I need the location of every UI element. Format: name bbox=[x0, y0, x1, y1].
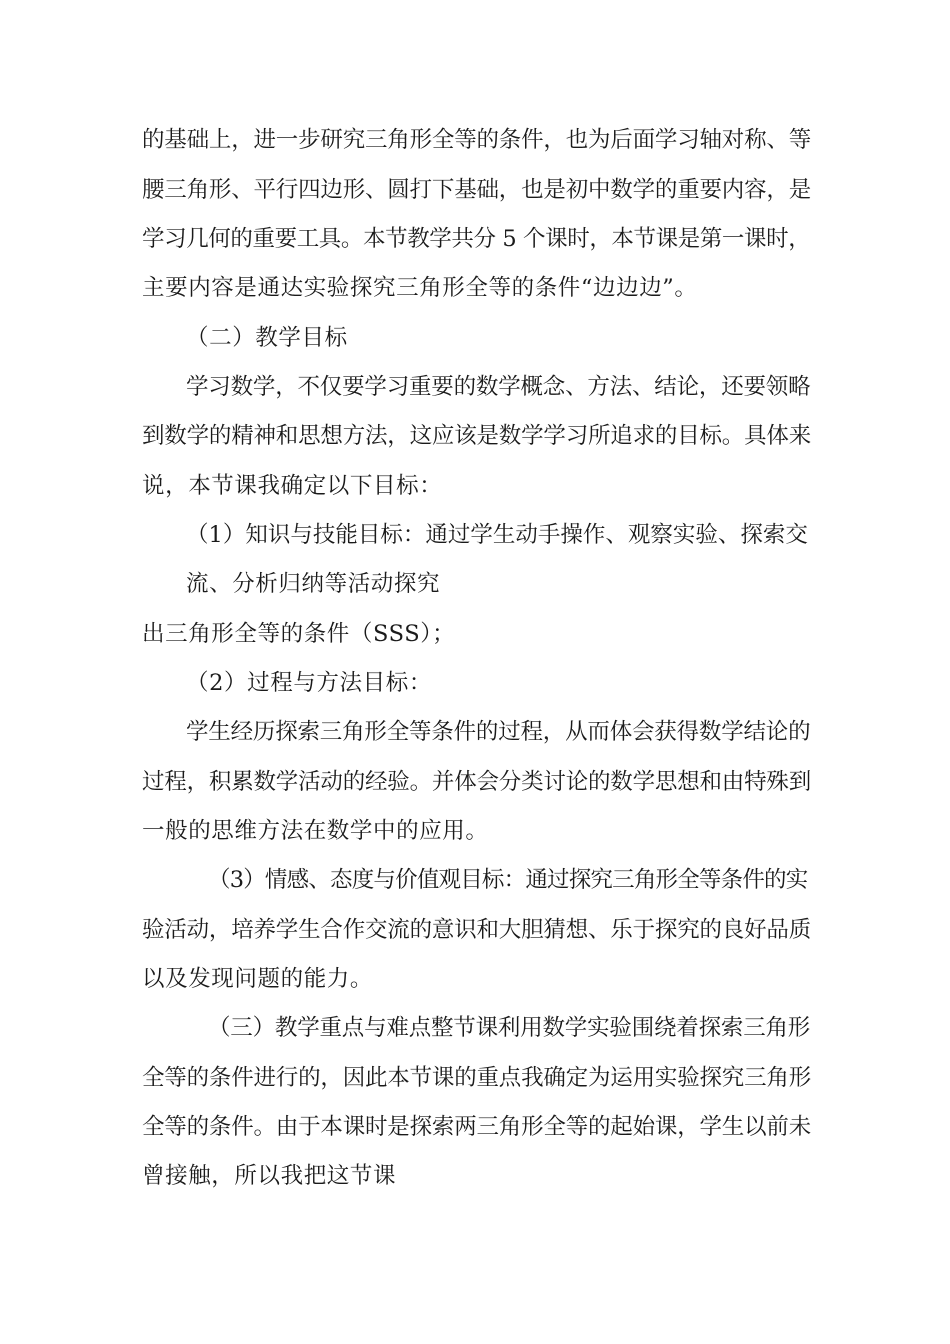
text-line: 学习数学，不仅要学习重要的数学概念、方法、结论，还要领略 bbox=[186, 374, 811, 400]
text-line: 的基础上，进一步研究三角形全等的条件，也为后面学习轴对称、等 bbox=[142, 127, 812, 153]
text-line: 全等的条件进行的，因此本节课的重点我确定为运用实验探究三角形 bbox=[142, 1065, 812, 1091]
text-line: 说，本节课我确定以下目标： bbox=[142, 473, 443, 499]
text-line: 腰三角形、平行四边形、圆打下基础，也是初中数学的重要内容，是 bbox=[142, 177, 812, 203]
text-line: 过程，积累数学活动的经验。并体会分类讨论的数学思想和由特殊到 bbox=[142, 769, 812, 795]
section-heading: （三）教学重点与难点整节课利用数学实验围绕着探索三角形 bbox=[208, 1015, 811, 1041]
text-line: 以及发现问题的能力。 bbox=[142, 966, 374, 992]
text-line: 到数学的精神和思想方法，这应该是数学学习所追求的目标。具体来 bbox=[142, 423, 812, 449]
text-line: 验活动，培养学生合作交流的意识和大胆猜想、乐于探究的良好品质 bbox=[142, 917, 812, 943]
text-line: （1）知识与技能目标：通过学生动手操作、观察实验、探索交 bbox=[186, 522, 808, 548]
text-line: 学生经历探索三角形全等条件的过程，从而体会获得数学结论的 bbox=[186, 719, 811, 745]
text-line: 学习几何的重要工具。本节教学共分 5 个课时，本节课是第一课时， bbox=[142, 226, 811, 252]
text-line: 一般的思维方法在数学中的应用。 bbox=[142, 818, 489, 844]
section-heading: （二）教学目标 bbox=[186, 325, 348, 351]
text-line: （3）情感、态度与价值观目标：通过探究三角形全等条件的实 bbox=[208, 867, 808, 893]
text-line: 出三角形全等的条件（SSS）； bbox=[142, 621, 456, 647]
text-line: 主要内容是通达实验探究三角形全等的条件“边边边”。 bbox=[142, 275, 698, 301]
text-line: 曾接触，所以我把这节课 bbox=[142, 1163, 397, 1189]
text-line: 流、分析归纳等活动探究 bbox=[186, 571, 441, 597]
text-line: 全等的条件。由于本课时是探索两三角形全等的起始课，学生以前未 bbox=[142, 1114, 812, 1140]
text-line: （2）过程与方法目标： bbox=[186, 670, 432, 696]
